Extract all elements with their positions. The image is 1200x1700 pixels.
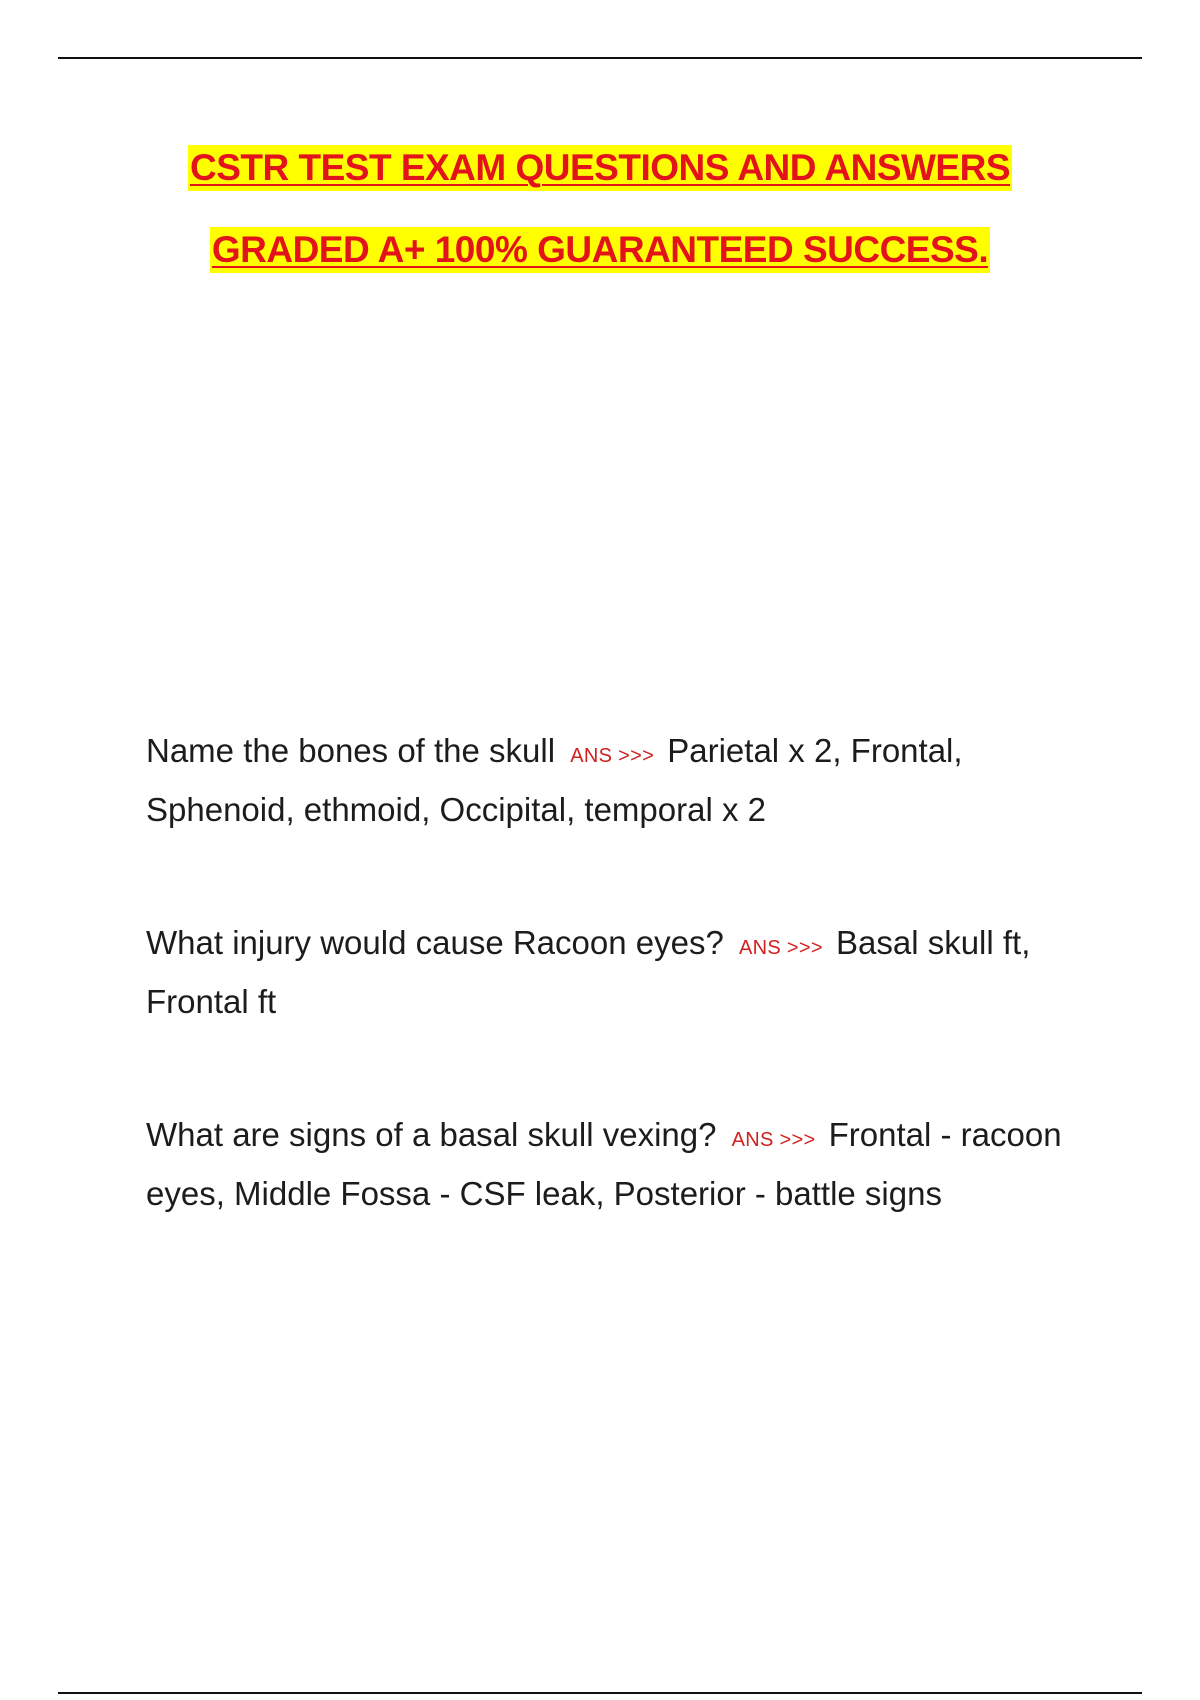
answer-text: Basal skull ft, Frontal ft xyxy=(146,924,1031,1020)
title-line-1: CSTR TEST EXAM QUESTIONS AND ANSWERS xyxy=(188,145,1012,191)
question-text: What injury would cause Racoon eyes? xyxy=(146,924,724,961)
answer-text: Frontal - racoon eyes, Middle Fossa - CSF leak, Posterior - battle signs xyxy=(146,1116,1062,1212)
qa-item xyxy=(146,724,1076,836)
answer-marker: ANS >>> xyxy=(731,1129,816,1151)
title-line-2: GRADED A+ 100% GUARANTEED SUCCESS. xyxy=(210,227,990,273)
qa-item xyxy=(146,1108,1076,1220)
document-title xyxy=(0,145,1200,273)
answer-marker: ANS >>> xyxy=(570,745,655,767)
qa-item xyxy=(146,916,1076,1028)
question-text: What are signs of a basal skull vexing? xyxy=(146,1116,717,1153)
answer-text: Parietal x 2, Frontal, Sphenoid, ethmoid, Occipital, temporal x 2 xyxy=(146,732,963,828)
question-text: Name the bones of the skull xyxy=(146,732,556,769)
top-divider xyxy=(58,57,1142,59)
bottom-divider xyxy=(58,1692,1142,1694)
answer-marker: ANS >>> xyxy=(738,937,823,959)
